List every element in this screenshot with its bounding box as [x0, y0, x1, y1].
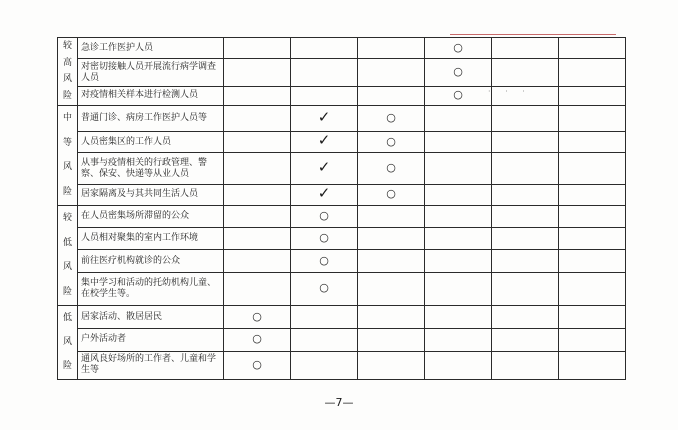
protection-level-cell [291, 351, 358, 379]
protection-level-cell [224, 250, 291, 272]
circle-mark-icon: ○ [453, 88, 463, 102]
risk-group-char: 险 [62, 91, 72, 102]
protection-level-cell [291, 153, 358, 184]
protection-level-cell [425, 184, 492, 205]
circle-mark-icon: ○ [319, 231, 329, 245]
protection-level-cell [291, 329, 358, 351]
circle-mark-icon: ○ [453, 65, 463, 78]
check-mark-icon: ✓ [317, 107, 331, 126]
protection-level-cell [358, 38, 425, 59]
risk-group-char: 险 [62, 187, 72, 198]
check-mark-icon: ✓ [317, 183, 331, 202]
protection-level-cell [425, 59, 492, 86]
protection-level-cell [224, 206, 291, 228]
protection-level-cell [358, 250, 425, 272]
protection-level-cell [224, 329, 291, 351]
protection-level-cell [358, 184, 425, 205]
risk-group-char: 高 [62, 57, 72, 68]
risk-group-char: 等 [62, 137, 72, 148]
table-row [58, 329, 626, 351]
population-description: 在人员密集场所滞留的公众 [78, 206, 224, 228]
risk-group-label [58, 306, 78, 380]
protection-level-cell [492, 351, 559, 379]
protection-level-cell [224, 153, 291, 184]
circle-mark-icon: ○ [319, 209, 329, 223]
risk-group-char: 较 [62, 40, 72, 51]
protection-level-cell [224, 106, 291, 132]
protection-level-cell [425, 153, 492, 184]
population-description: 户外活动者 [78, 329, 224, 351]
protection-level-cell [559, 184, 626, 205]
protection-level-cell [559, 272, 626, 305]
page-number: —7— [324, 396, 354, 409]
protection-level-cell [291, 306, 358, 329]
protection-level-cell [358, 153, 425, 184]
population-description: 集中学习和活动的托幼机构儿童、在校学生等。 [78, 272, 224, 305]
check-mark-icon: ✓ [317, 131, 331, 150]
risk-group-char: 险 [62, 287, 72, 298]
table-row [58, 206, 626, 228]
population-description: 普通门诊、病房工作医护人员等 [78, 106, 224, 132]
protection-level-cell [358, 86, 425, 105]
protection-level-cell [492, 272, 559, 305]
protection-level-cell [559, 306, 626, 329]
risk-group-char: 风 [62, 262, 72, 273]
protection-level-cell [358, 59, 425, 86]
top-red-line [450, 34, 616, 35]
risk-group-char: 风 [62, 162, 72, 173]
protection-level-cell [224, 184, 291, 205]
protection-level-cell [358, 228, 425, 250]
protection-level-cell [492, 86, 559, 105]
protection-level-cell [224, 86, 291, 105]
protection-level-cell [425, 106, 492, 132]
table-row [58, 250, 626, 272]
protection-level-cell [492, 329, 559, 351]
risk-group-char: 风 [62, 74, 72, 85]
protection-level-cell [291, 86, 358, 105]
risk-group-char: 险 [62, 361, 72, 372]
protection-level-cell [291, 132, 358, 153]
protection-level-cell [425, 38, 492, 59]
risk-group-char: 低 [62, 312, 72, 323]
protection-level-cell [291, 250, 358, 272]
circle-mark-icon: ○ [386, 134, 396, 148]
protection-level-cell [291, 272, 358, 305]
circle-mark-icon: ○ [252, 357, 262, 371]
protection-level-cell [224, 228, 291, 250]
protection-level-cell [425, 206, 492, 228]
table-row [58, 106, 626, 132]
circle-mark-icon: ○ [386, 161, 396, 175]
table-row [58, 153, 626, 184]
circle-mark-icon: ○ [319, 281, 329, 295]
circle-mark-icon: ○ [252, 309, 262, 323]
protection-level-cell [358, 306, 425, 329]
protection-level-cell [492, 306, 559, 329]
table-row [58, 184, 626, 205]
protection-level-cell [425, 86, 492, 105]
protection-level-cell [492, 59, 559, 86]
protection-level-cell [224, 59, 291, 86]
protection-level-cell [559, 250, 626, 272]
risk-group-char: 风 [62, 336, 72, 347]
table-row [58, 38, 626, 59]
check-mark-icon: ✓ [317, 157, 331, 176]
risk-group-char: 较 [62, 212, 72, 223]
risk-group-label [58, 38, 78, 106]
protection-level-cell [425, 250, 492, 272]
protection-level-cell [291, 38, 358, 59]
protection-level-cell [224, 351, 291, 379]
protection-level-cell [492, 132, 559, 153]
population-description: 人员相对聚集的室内工作环境 [78, 228, 224, 250]
table-row [58, 228, 626, 250]
risk-group-char: 中 [62, 112, 72, 123]
protection-level-cell [559, 106, 626, 132]
protection-level-cell [492, 206, 559, 228]
circle-mark-icon: ○ [252, 332, 262, 346]
population-description: 通风良好场所的工作者、儿童和学生等 [78, 351, 224, 379]
table-row [58, 351, 626, 379]
protection-level-cell [291, 184, 358, 205]
protection-level-cell [291, 59, 358, 86]
protection-level-cell [425, 228, 492, 250]
protection-level-cell [224, 38, 291, 59]
protection-level-cell [358, 106, 425, 132]
protection-level-cell [291, 206, 358, 228]
table-row [58, 272, 626, 305]
protection-level-cell [425, 329, 492, 351]
protection-level-cell [559, 329, 626, 351]
protection-level-cell [492, 184, 559, 205]
population-description: 急诊工作医护人员 [78, 38, 224, 59]
risk-group-char: 低 [62, 237, 72, 248]
risk-group-label [58, 206, 78, 306]
population-description: 居家活动、散居居民 [78, 306, 224, 329]
population-description: 从事与疫情相关的行政管理、警察、保安、快递等从业人员 [78, 153, 224, 184]
protection-level-cell [425, 351, 492, 379]
population-description: 前往医疗机构就诊的公众 [78, 250, 224, 272]
protection-level-cell [492, 106, 559, 132]
protection-level-cell [559, 38, 626, 59]
protection-level-cell [425, 132, 492, 153]
protection-level-cell [224, 306, 291, 329]
protection-level-cell [224, 132, 291, 153]
population-description: 对密切接触人员开展流行病学调查人员 [78, 59, 224, 86]
protection-level-cell [358, 329, 425, 351]
circle-mark-icon: ○ [319, 253, 329, 267]
protection-level-cell [425, 306, 492, 329]
protection-level-cell [559, 351, 626, 379]
protection-level-cell [358, 351, 425, 379]
protection-level-cell [559, 228, 626, 250]
protection-level-cell [358, 272, 425, 305]
protection-level-cell [559, 153, 626, 184]
protection-level-cell [358, 206, 425, 228]
protection-level-cell [492, 153, 559, 184]
protection-level-cell [492, 228, 559, 250]
protection-level-cell [492, 38, 559, 59]
protection-level-cell [425, 272, 492, 305]
protection-level-cell [559, 59, 626, 86]
table-row [58, 59, 626, 86]
protection-level-cell [559, 86, 626, 105]
protection-level-table [57, 37, 626, 380]
population-description: 人员密集区的工作人员 [78, 132, 224, 153]
protection-level-cell [291, 228, 358, 250]
protection-level-cell [358, 132, 425, 153]
faint-dots: · · · [488, 87, 531, 96]
table-row [58, 306, 626, 329]
population-description: 居家隔离及与其共同生活人员 [78, 184, 224, 205]
table-row [58, 132, 626, 153]
circle-mark-icon: ○ [386, 111, 396, 125]
protection-level-cell [559, 132, 626, 153]
circle-mark-icon: ○ [453, 40, 463, 54]
table-body [58, 38, 626, 380]
population-description: 对疫情相关样本进行检测人员 [78, 86, 224, 105]
table-row [58, 86, 626, 105]
risk-group-label [58, 106, 78, 206]
circle-mark-icon: ○ [386, 187, 396, 201]
protection-level-cell [291, 106, 358, 132]
protection-level-cell [224, 272, 291, 305]
protection-level-cell [559, 206, 626, 228]
protection-level-cell [492, 250, 559, 272]
